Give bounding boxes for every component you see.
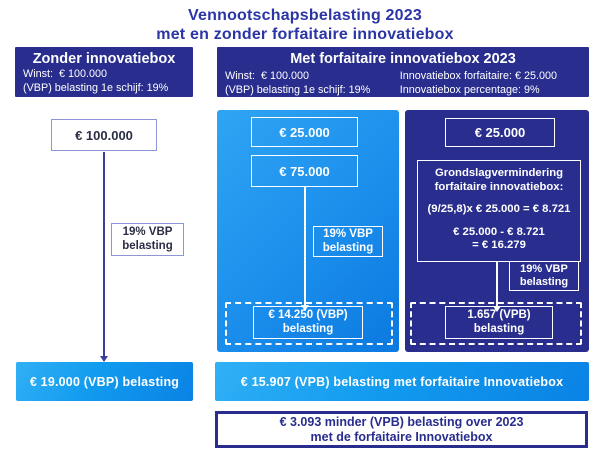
zonder-result-text: € 19.000 (VBP) belasting [29, 374, 180, 389]
zonder-flow-arrow-line [103, 152, 105, 356]
navy-panel-arrow-line [496, 262, 498, 306]
met-header-right-column [400, 70, 589, 97]
navy-panel-innovatiebox-box [445, 118, 555, 147]
calc-formula-result: = € 16.279 [472, 239, 526, 251]
calc-title-line1: Grondslagvermindering [434, 167, 564, 179]
navy-panel-result-box [445, 306, 553, 339]
blue-panel-arrow-line [304, 187, 306, 305]
blue-panel-rate-line2: belasting [322, 241, 374, 254]
blue-panel-innovatiebox-amount: € 25.000 [279, 124, 330, 140]
summary-line2: met de forfaitaire Innovatiebox [310, 429, 493, 444]
met-result-bar [215, 362, 589, 401]
zonder-header-title: Zonder innovatiebox [32, 51, 176, 67]
zonder-rate-line1: 19% VBP [122, 226, 173, 238]
zonder-header [15, 47, 193, 97]
zonder-winst-box [51, 119, 157, 151]
summary-line1: € 3.093 minder (VPB) belasting over 2023 [279, 414, 524, 429]
met-result-text: € 15.907 (VPB) belasting met forfaitaire Innovatiebox [240, 374, 564, 389]
blue-panel-innovatiebox-box [251, 117, 358, 147]
navy-panel-rate-box [509, 261, 579, 291]
zonder-header-winst: Winst: € 100.000 [23, 68, 108, 80]
calc-title-line2: forfaitaire innovatiebox: [434, 180, 564, 193]
met-header [217, 47, 589, 97]
navy-panel-innovatiebox-amount: € 25.000 [474, 125, 526, 140]
navy-panel-result-line1: 1.657 (VPB) [467, 309, 531, 321]
page-title-line1: Vennootschapsbelasting 2023 [188, 7, 422, 24]
met-header-title: Met forfaitaire innovatiebox 2023 [290, 51, 516, 67]
zonder-header-schijf: (VBP) belasting 1e schijf: 19% [23, 81, 169, 94]
zonder-rate-line2: belasting [122, 239, 173, 252]
calc-formula-subtraction: € 25.000 - € 8.721 [453, 225, 545, 238]
blue-panel-result-box [253, 306, 363, 339]
blue-panel-rate-box [313, 226, 383, 257]
blue-panel-result-line1: € 14.250 (VBP) [268, 309, 348, 321]
blue-panel-rate-line1: 19% VBP [323, 228, 373, 240]
calc-formula-reduction: (9/25,8)x € 25.000 = € 8.721 [427, 203, 571, 215]
met-header-forfaitaire: Innovatiebox forfaitaire: € 25.000 [399, 70, 557, 82]
navy-panel-rate-line2: belasting [519, 276, 569, 288]
blue-panel-taxable-box [251, 155, 358, 187]
met-navy-panel [405, 110, 589, 352]
zonder-winst-amount: € 100.000 [75, 127, 133, 143]
navy-panel-rate-line1: 19% VBP [520, 263, 568, 275]
met-blue-panel [217, 110, 399, 352]
blue-panel-result-line2: belasting [282, 322, 334, 335]
met-header-percentage: Innovatiebox percentage: 9% [399, 83, 540, 96]
page-title [0, 6, 610, 44]
met-header-left-column [217, 70, 400, 97]
page-title-line2: met en zonder forfaitaire innovatiebox [156, 26, 454, 43]
met-header-winst: Winst: € 100.000 [225, 70, 310, 82]
zonder-rate-box [111, 223, 184, 256]
navy-panel-calculation-box [417, 160, 581, 262]
blue-panel-taxable-amount: € 75.000 [279, 163, 330, 179]
summary-box [215, 411, 588, 448]
navy-panel-result-line2: belasting [473, 322, 525, 335]
met-header-schijf: (VBP) belasting 1e schijf: 19% [225, 83, 371, 96]
zonder-result-bar [16, 362, 193, 401]
